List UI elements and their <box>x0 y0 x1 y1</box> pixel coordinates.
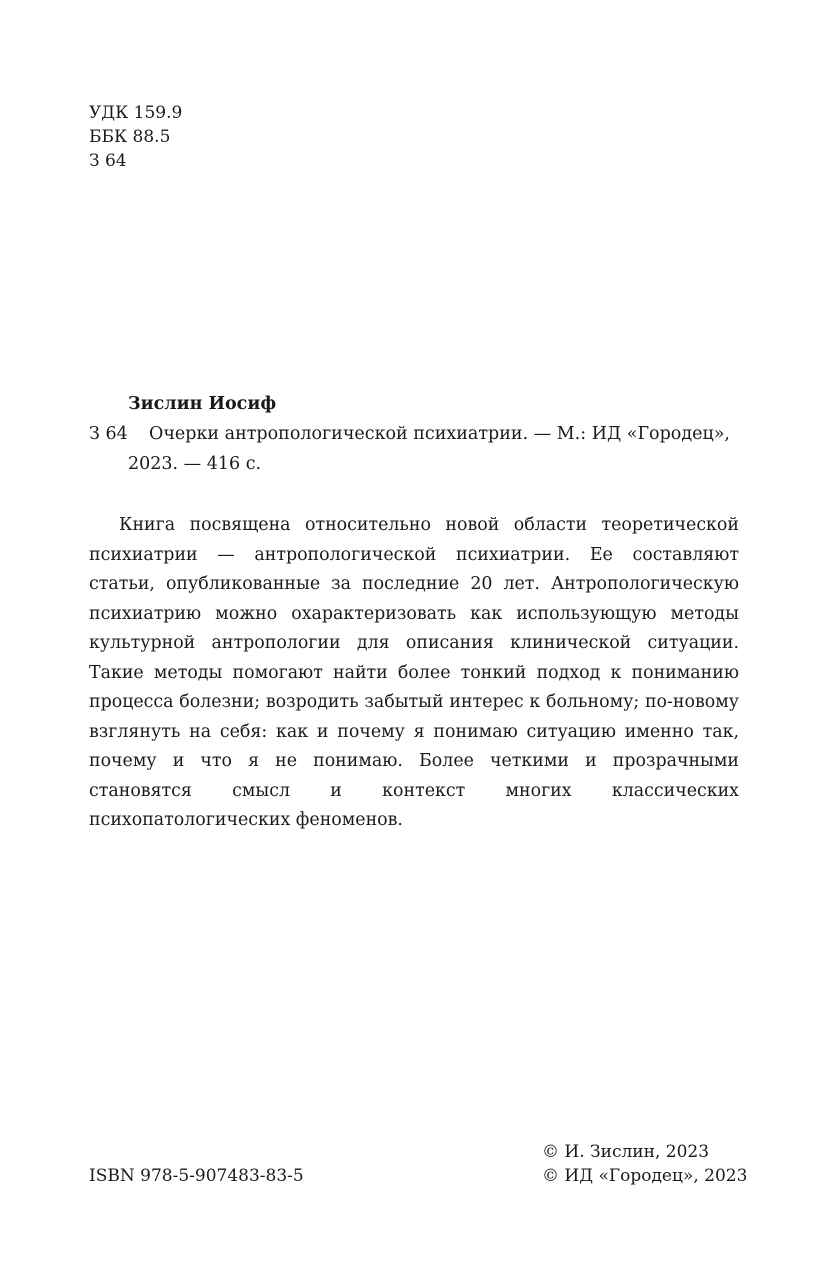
record-code: З 64 <box>89 424 128 444</box>
udk-code: УДК 159.9 <box>89 103 183 123</box>
copyright-author: © И. Зислин, 2023 <box>542 1142 710 1162</box>
classification-codes <box>89 101 182 173</box>
year-pages: 2023. — 416 с. <box>128 454 262 474</box>
book-title: Очерки антропологической психиатрии. — М.: ИД «Городец», <box>149 424 730 444</box>
author-name: Зислин Иосиф <box>128 394 277 414</box>
abstract-text: Книга посвящена относительно новой области теоретической психиатрии — антропологической психиатрии. Ее составляют статьи, опубликованные за последние 20 лет. Антропологическую психиатрию можно охарактеризовать как использующую методы культурной антропологии для описания клинической ситуации. Такие методы помогают найти более тонкий подход к пониманию процесса болезни; возродить забытый интерес к больному; по-новому взглянуть на себя: как и почему я понимаю ситуацию именно так, почему и что я не понимаю. Более четкими и прозрачными становятся смысл и контекст многих классических психопатологических феноменов. <box>89 515 739 830</box>
bibliographic-record <box>89 389 739 479</box>
isbn: ISBN 978-5-907483-83-5 <box>89 1166 304 1186</box>
title-row <box>89 419 739 449</box>
bbk-code: ББК 88.5 <box>89 127 171 147</box>
copyright-publisher: © ИД «Городец», 2023 <box>542 1166 748 1186</box>
author-mark: З 64 <box>89 151 127 171</box>
copyright-block <box>542 1140 747 1188</box>
